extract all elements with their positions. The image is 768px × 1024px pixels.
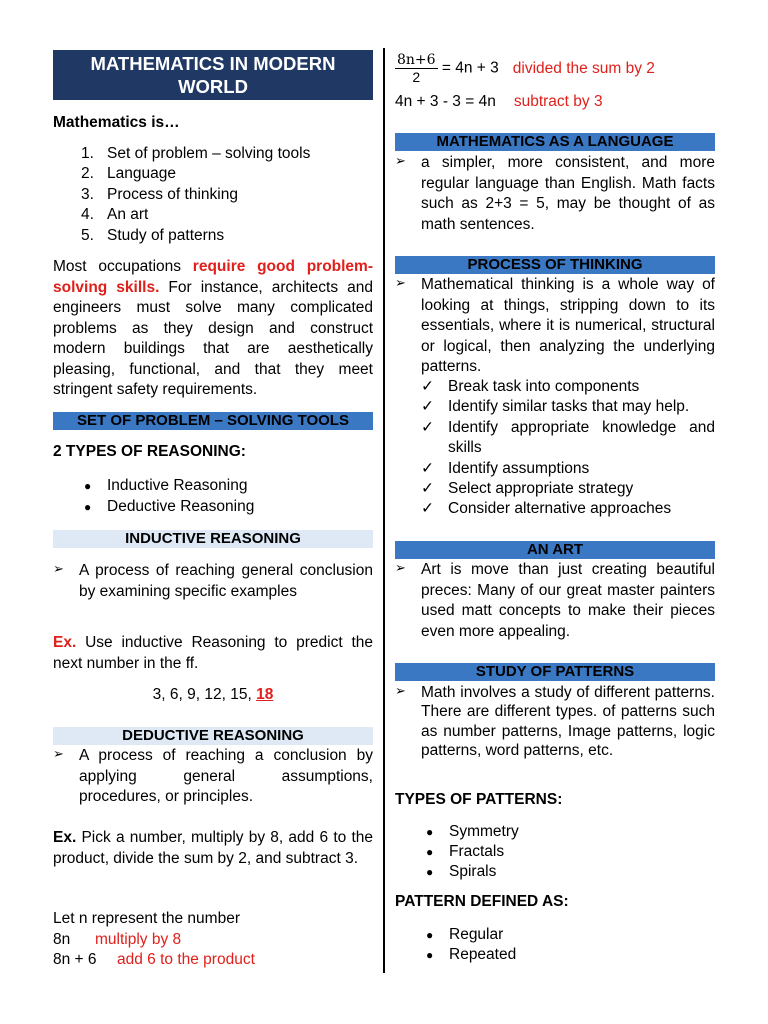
bullet-dot-icon: ● [426,948,434,962]
fraction-step: $\frac{8n+6}{2}$ = 4n + 3 divided the sum by 2 [397,52,655,85]
bullet-dot-icon: ● [426,928,434,942]
intro-heading: Mathematics is… [53,114,180,131]
reasoning-heading: 2 TYPES OF REASONING: [53,443,246,460]
arrow-bullet-icon: ➢ [395,560,406,575]
step-row: 8n multiply by 8 [53,931,182,948]
defined-heading: PATTERN DEFINED AS: [395,893,569,910]
checkmark-icon: ✓ [421,480,434,497]
thinking-text: ➢ Mathematical thinking is a whole way of looking at things, stripping down to its essentials, where it is numerical, structural or logical, then analyzing the underlying patterns. [395,275,715,375]
checkmark-icon: ✓ [421,419,434,436]
section-header-deductive: DEDUCTIVE REASONING [53,727,373,745]
inductive-example: Ex. Use inductive Reasoning to predict the next number in the ff. [53,634,373,672]
column-divider [383,48,385,973]
let-n: Let n represent the number [53,910,240,927]
bullet-dot-icon: ● [426,845,434,859]
bullet-dot-icon: ● [84,479,92,493]
arrow-bullet-icon: ➢ [395,683,406,698]
bullet-dot-icon: ● [426,825,434,839]
checkmark-icon: ✓ [421,460,434,477]
language-text: ➢ a simpler, more consistent, and more regular language than English. Math facts such as 2+3 = 5, may be thought of as math sentences. [395,153,715,233]
fraction: $\frac{8n+6}{2}$ [397,52,436,85]
deductive-example: Ex. Pick a number, multiply by 8, add 6 to the product, divide the sum by 2, and subtract 3. [53,829,373,867]
section-header-tools: SET OF PROBLEM – SOLVING TOOLS [53,412,373,430]
checkmark-icon: ✓ [421,500,434,517]
subtract-step: 4n + 3 - 3 = 4n subtract by 3 [395,93,603,110]
patterns-text: ➢ Math involves a study of different patterns. There are different types. of patterns such as number patterns, Image patterns, logic patterns, word patterns, etc. [395,683,715,759]
bullet-dot-icon: ● [426,865,434,879]
section-header-language: MATHEMATICS AS A LANGUAGE [395,133,715,151]
arrow-bullet-icon: ➢ [395,153,406,168]
section-header-inductive: INDUCTIVE REASONING [53,530,373,548]
step-row: 8n + 6 add 6 to the product [53,951,255,968]
page-title: MATHEMATICS IN MODERN WORLD [53,50,373,100]
bullet-dot-icon: ● [84,500,92,514]
inductive-definition: ➢ A process of reaching general conclusion by examining specific examples [53,561,373,600]
art-text: ➢ Art is move than just creating beautiful preces: Many of our great master painters used matt concepts to make their pieces even more appealing. [395,560,715,640]
types-heading: TYPES OF PATTERNS: [395,791,563,808]
arrow-bullet-icon: ➢ [53,561,64,576]
checkmark-icon: ✓ [421,398,434,415]
section-header-art: AN ART [395,541,715,559]
section-header-patterns: STUDY OF PATTERNS [395,663,715,681]
occupations-paragraph: Most occupations require good problem-solving skills. For instance, architects and engineers must solve many complicated problems as they design and construct modern buildings that are aesthetically pleasing, functional, and that they meet stringent safety requirements. [53,258,373,398]
arrow-bullet-icon: ➢ [53,746,64,761]
sequence: 3, 6, 9, 12, 15, 18 [152,686,274,703]
arrow-bullet-icon: ➢ [395,275,406,290]
sequence-answer: 18 [256,686,274,703]
section-header-thinking: PROCESS OF THINKING [395,256,715,274]
checkmark-icon: ✓ [421,378,434,395]
deductive-definition: ➢ A process of reaching a conclusion by applying general assumptions, procedures, or principles. [53,746,373,805]
